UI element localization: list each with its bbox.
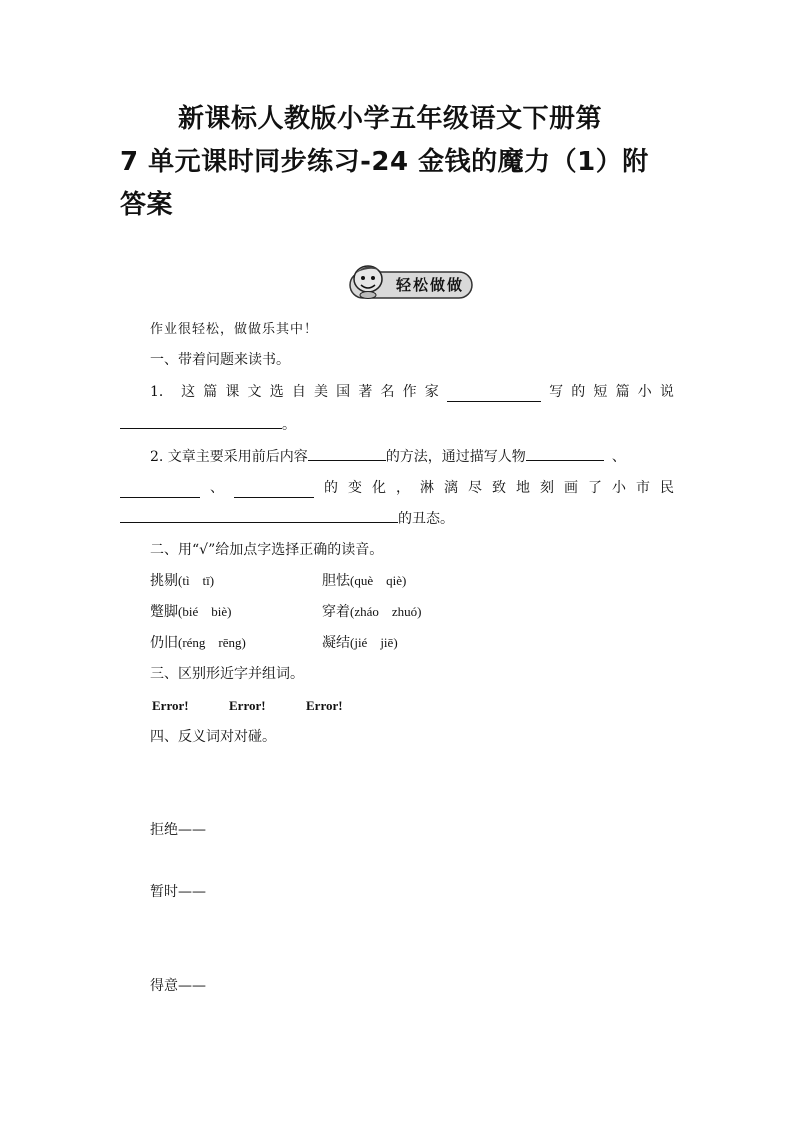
- q2-char: 小: [612, 480, 626, 496]
- q2-text-end: 的丑态。: [398, 511, 454, 527]
- pinyin-item: [150, 571, 214, 591]
- section-4-heading: 四、反义词对对碰。: [150, 729, 276, 745]
- q1-end: 。: [282, 417, 296, 433]
- pinyin-options[interactable]: (bié biè): [178, 604, 232, 619]
- q1-char: 说: [659, 384, 674, 400]
- q2-char: ，: [396, 480, 410, 496]
- section-3-heading: 三、区别形近字并组词。: [150, 666, 304, 682]
- q2-char: 漓: [444, 480, 458, 496]
- badge-text: 轻松做做: [395, 276, 465, 294]
- pinyin-options[interactable]: (tì tī): [178, 573, 215, 588]
- easy-practice-badge: [348, 262, 474, 300]
- pinyin-options[interactable]: (réng rēng): [178, 635, 246, 650]
- pinyin-options[interactable]: (què qiè): [350, 573, 407, 588]
- q1-char: 家: [424, 384, 439, 400]
- error-placeholder: Error!: [152, 698, 189, 713]
- q1-line-2: [120, 414, 296, 435]
- q1-char: 1．: [150, 384, 173, 400]
- q2-char: 画: [564, 480, 578, 496]
- pinyin-item: [322, 602, 421, 622]
- q2-char: 了: [588, 480, 602, 496]
- q2-townsfolk-blank[interactable]: [120, 508, 398, 523]
- q2-char: 变: [348, 480, 362, 496]
- pinyin-word: 凝结: [322, 635, 350, 651]
- q1-author-blank[interactable]: [447, 387, 541, 402]
- title-line-3: 答案: [120, 190, 174, 220]
- q1-char: 短: [593, 384, 608, 400]
- q2-char: 淋: [420, 480, 434, 496]
- title-line-1: 新课标人教版小学五年级语文下册第: [178, 104, 603, 134]
- pinyin-word: 挑剔: [150, 573, 178, 589]
- q1-novel-blank[interactable]: [120, 414, 282, 429]
- q2-char: 地: [516, 480, 530, 496]
- q2-text-2: 的方法，通过描写人物: [385, 449, 526, 465]
- pinyin-item: [322, 571, 406, 591]
- q2-char: 民: [660, 480, 674, 496]
- pinyin-word: 胆怯: [322, 573, 350, 589]
- q1-char: 篇: [615, 384, 630, 400]
- q2-method-blank[interactable]: [308, 446, 386, 461]
- q2-character-blank-3[interactable]: [234, 483, 314, 498]
- q1-char: 选: [269, 384, 284, 400]
- q1-char: 名: [380, 384, 395, 400]
- q2-text-3: 、: [611, 449, 626, 465]
- q1-char: 的: [571, 384, 586, 400]
- pinyin-options[interactable]: (zháo zhuó): [350, 604, 422, 619]
- pinyin-item: [322, 633, 398, 653]
- q2-char: 致: [492, 480, 506, 496]
- pinyin-word: 仍旧: [150, 635, 178, 651]
- q1-char: 文: [247, 384, 262, 400]
- section-1-heading: 一、带着问题来读书。: [150, 352, 290, 368]
- q2-char: 刻: [540, 480, 554, 496]
- q1-char: 小: [637, 384, 652, 400]
- q2-character-blank-2[interactable]: [120, 483, 200, 498]
- antonym-item[interactable]: 暂时——: [150, 884, 206, 900]
- question-1: [150, 382, 674, 402]
- pinyin-word: 穿着: [322, 604, 350, 620]
- q1-char: 作: [402, 384, 417, 400]
- q1-char: 国: [336, 384, 351, 400]
- q2-char: 的: [324, 480, 338, 496]
- title-line-2: 7 单元课时同步练习-24 金钱的魔力（1）附: [120, 147, 649, 177]
- q1-char: 著: [358, 384, 373, 400]
- pinyin-word: 蹩脚: [150, 604, 178, 620]
- section-2-heading: 二、用“√”给加点字选择正确的读音。: [150, 542, 384, 558]
- question-2: [150, 446, 626, 467]
- q2-char: 、: [210, 480, 224, 496]
- q1-char: 这: [181, 384, 196, 400]
- q1-char: 美: [314, 384, 329, 400]
- q2-line-2: [120, 478, 674, 498]
- q1-char: 自: [291, 384, 306, 400]
- q2-char: 市: [636, 480, 650, 496]
- q2-character-blank-1[interactable]: [526, 446, 604, 461]
- q1-char: 篇: [203, 384, 218, 400]
- error-placeholder: Error!: [229, 698, 266, 713]
- intro-text: 作业很轻松，做做乐其中！: [150, 322, 319, 337]
- q2-char: 尽: [468, 480, 482, 496]
- q1-char: 写: [549, 384, 564, 400]
- pinyin-item: [150, 602, 231, 622]
- q2-line-3: [120, 508, 454, 529]
- pinyin-item: [150, 633, 246, 653]
- document-title: [120, 98, 676, 227]
- q2-text-1: 2. 文章主要采用前后内容: [150, 449, 308, 465]
- pinyin-options[interactable]: (jié jiē): [350, 635, 398, 650]
- antonym-item[interactable]: 得意——: [150, 978, 206, 994]
- antonym-item[interactable]: 拒绝——: [150, 822, 206, 838]
- q1-char: 课: [225, 384, 240, 400]
- q2-char: 化: [372, 480, 386, 496]
- error-placeholder: Error!: [306, 698, 343, 713]
